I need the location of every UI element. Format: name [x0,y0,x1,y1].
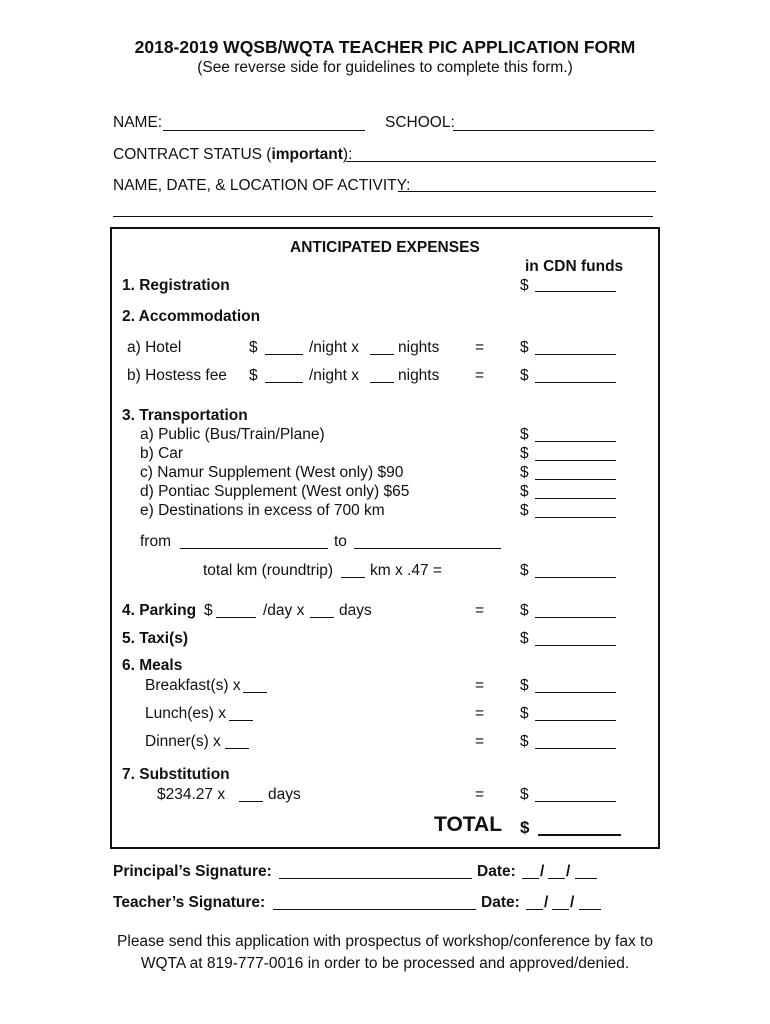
hostess-amount[interactable] [535,382,616,383]
registration-label: 1. Registration [122,277,230,294]
principal-date-month[interactable] [548,878,565,879]
dollar-sign: $ [520,339,529,356]
dollar-sign: $ [520,705,529,722]
days-label: days [268,786,301,803]
teacher-date-year[interactable] [579,909,601,910]
lunch-label: Lunch(es) x [145,705,226,722]
form-subtitle: (See reverse side for guidelines to complete this form.) [197,59,573,76]
date-slash: / [570,894,575,911]
per-night-label: /night x [309,367,359,384]
date-label: Date: [477,863,516,880]
principal-date-day[interactable] [522,878,539,879]
parking-label: 4. Parking [122,602,197,619]
substitution-rate: $234.27 x [157,786,226,803]
principal-signature-label: Principal’s Signature: [113,863,272,880]
hotel-nights-field[interactable] [370,354,394,355]
dinner-label: Dinner(s) x [145,733,221,750]
transport-public-amount[interactable] [535,441,616,442]
equals-sign: = [475,367,485,384]
form-title: 2018-2019 WQSB/WQTA TEACHER PIC APPLICATION FORM [134,37,636,57]
teacher-signature-field[interactable] [273,909,476,910]
dinner-count-field[interactable] [225,748,249,749]
nights-label: nights [398,339,440,356]
equals-sign: = [475,677,485,694]
transport-pontiac-amount[interactable] [535,498,616,499]
dollar-sign: $ [520,602,529,619]
breakfast-amount[interactable] [535,692,616,693]
transport-destinations-amount[interactable] [535,517,616,518]
transport-item: b) Car [140,445,184,462]
taxi-label: 5. Taxi(s) [122,630,189,647]
km-rate-label: km x .47 = [370,562,442,579]
parking-days-field[interactable] [310,617,334,618]
date-label: Date: [481,894,520,911]
per-night-label: /night x [309,339,359,356]
breakfast-label: Breakfast(s) x [145,677,241,694]
equals-sign: = [475,733,485,750]
parking-amount[interactable] [535,617,616,618]
hostess-nights-field[interactable] [370,382,394,383]
contract-label-pre: CONTRACT STATUS ( [113,146,272,163]
accommodation-label: 2. Accommodation [122,308,261,325]
breakfast-count-field[interactable] [243,692,267,693]
contract-label-important: important [271,146,343,163]
transport-item: a) Public (Bus/Train/Plane) [140,426,325,443]
dollar-sign: $ [520,367,529,384]
total-amount[interactable] [538,834,621,836]
to-field[interactable] [354,548,501,549]
dollar-sign: $ [249,367,258,384]
dollar-sign: $ [520,677,529,694]
expenses-heading: ANTICIPATED EXPENSES [290,239,480,256]
contract-status-field[interactable] [346,161,656,162]
dollar-sign: $ [520,426,529,443]
footer-line2: WQTA at 819-777-0016 in order to be processed and approved/denied. [140,955,630,972]
parking-rate-field[interactable] [216,617,256,618]
contract-label-post: ): [342,146,353,163]
dollar-sign: $ [520,562,529,579]
name-label: NAME: [113,114,163,131]
dollar-sign: $ [520,786,529,803]
date-slash: / [544,894,549,911]
date-slash: / [566,863,571,880]
footer-instructions [0,931,770,975]
hotel-label: a) Hotel [127,339,182,356]
teacher-signature-label: Teacher’s Signature: [113,894,266,911]
dollar-sign: $ [520,818,530,837]
equals-sign: = [475,339,485,356]
equals-sign: = [475,786,485,803]
meals-label: 6. Meals [122,657,183,674]
contract-status-label [113,146,352,164]
hostess-rate-field[interactable] [265,382,303,383]
lunch-count-field[interactable] [229,720,253,721]
hotel-amount[interactable] [535,354,616,355]
nights-label: nights [398,367,440,384]
taxi-amount[interactable] [535,645,616,646]
equals-sign: = [475,602,485,619]
school-label: SCHOOL: [385,114,455,131]
dinner-amount[interactable] [535,748,616,749]
activity-field-line2[interactable] [113,216,653,217]
dollar-sign: $ [520,464,529,481]
dollar-sign: $ [249,339,258,356]
registration-amount[interactable] [535,291,616,292]
hostess-label: b) Hostess fee [127,367,227,384]
substitution-days-field[interactable] [239,801,263,802]
from-label: from [140,533,171,550]
dollar-sign: $ [520,277,529,294]
dollar-sign: $ [520,445,529,462]
teacher-date-day[interactable] [526,909,543,910]
total-km-field[interactable] [341,577,365,578]
km-amount[interactable] [535,577,616,578]
dollar-sign: $ [520,733,529,750]
school-field[interactable] [453,130,654,131]
teacher-date-month[interactable] [552,909,569,910]
hotel-rate-field[interactable] [265,354,303,355]
name-field[interactable] [163,130,365,131]
principal-date-year[interactable] [575,878,597,879]
substitution-amount[interactable] [535,801,616,802]
equals-sign: = [475,705,485,722]
from-field[interactable] [180,548,328,549]
activity-field[interactable] [398,191,656,192]
transport-namur-amount[interactable] [535,479,616,480]
per-day-label: /day x [263,602,305,619]
lunch-amount[interactable] [535,720,616,721]
activity-label: NAME, DATE, & LOCATION OF ACTIVITY: [113,177,411,194]
principal-signature-field[interactable] [279,878,472,879]
footer-line1: Please send this application with prospectus of workshop/conference by fax to [117,933,653,950]
total-km-label: total km (roundtrip) [203,562,334,579]
dollar-sign: $ [520,630,529,647]
to-label: to [334,533,347,550]
currency-heading: in CDN funds [525,258,624,275]
transport-item: d) Pontiac Supplement (West only) $65 [140,483,410,500]
transportation-label: 3. Transportation [122,407,248,424]
days-label: days [339,602,372,619]
date-slash: / [540,863,545,880]
dollar-sign: $ [520,502,529,519]
transport-item: c) Namur Supplement (West only) $90 [140,464,404,481]
dollar-sign: $ [520,483,529,500]
substitution-label: 7. Substitution [122,766,230,783]
transport-item: e) Destinations in excess of 700 km [140,502,385,519]
total-label: TOTAL [434,813,503,836]
dollar-sign: $ [204,602,213,619]
transport-car-amount[interactable] [535,460,616,461]
